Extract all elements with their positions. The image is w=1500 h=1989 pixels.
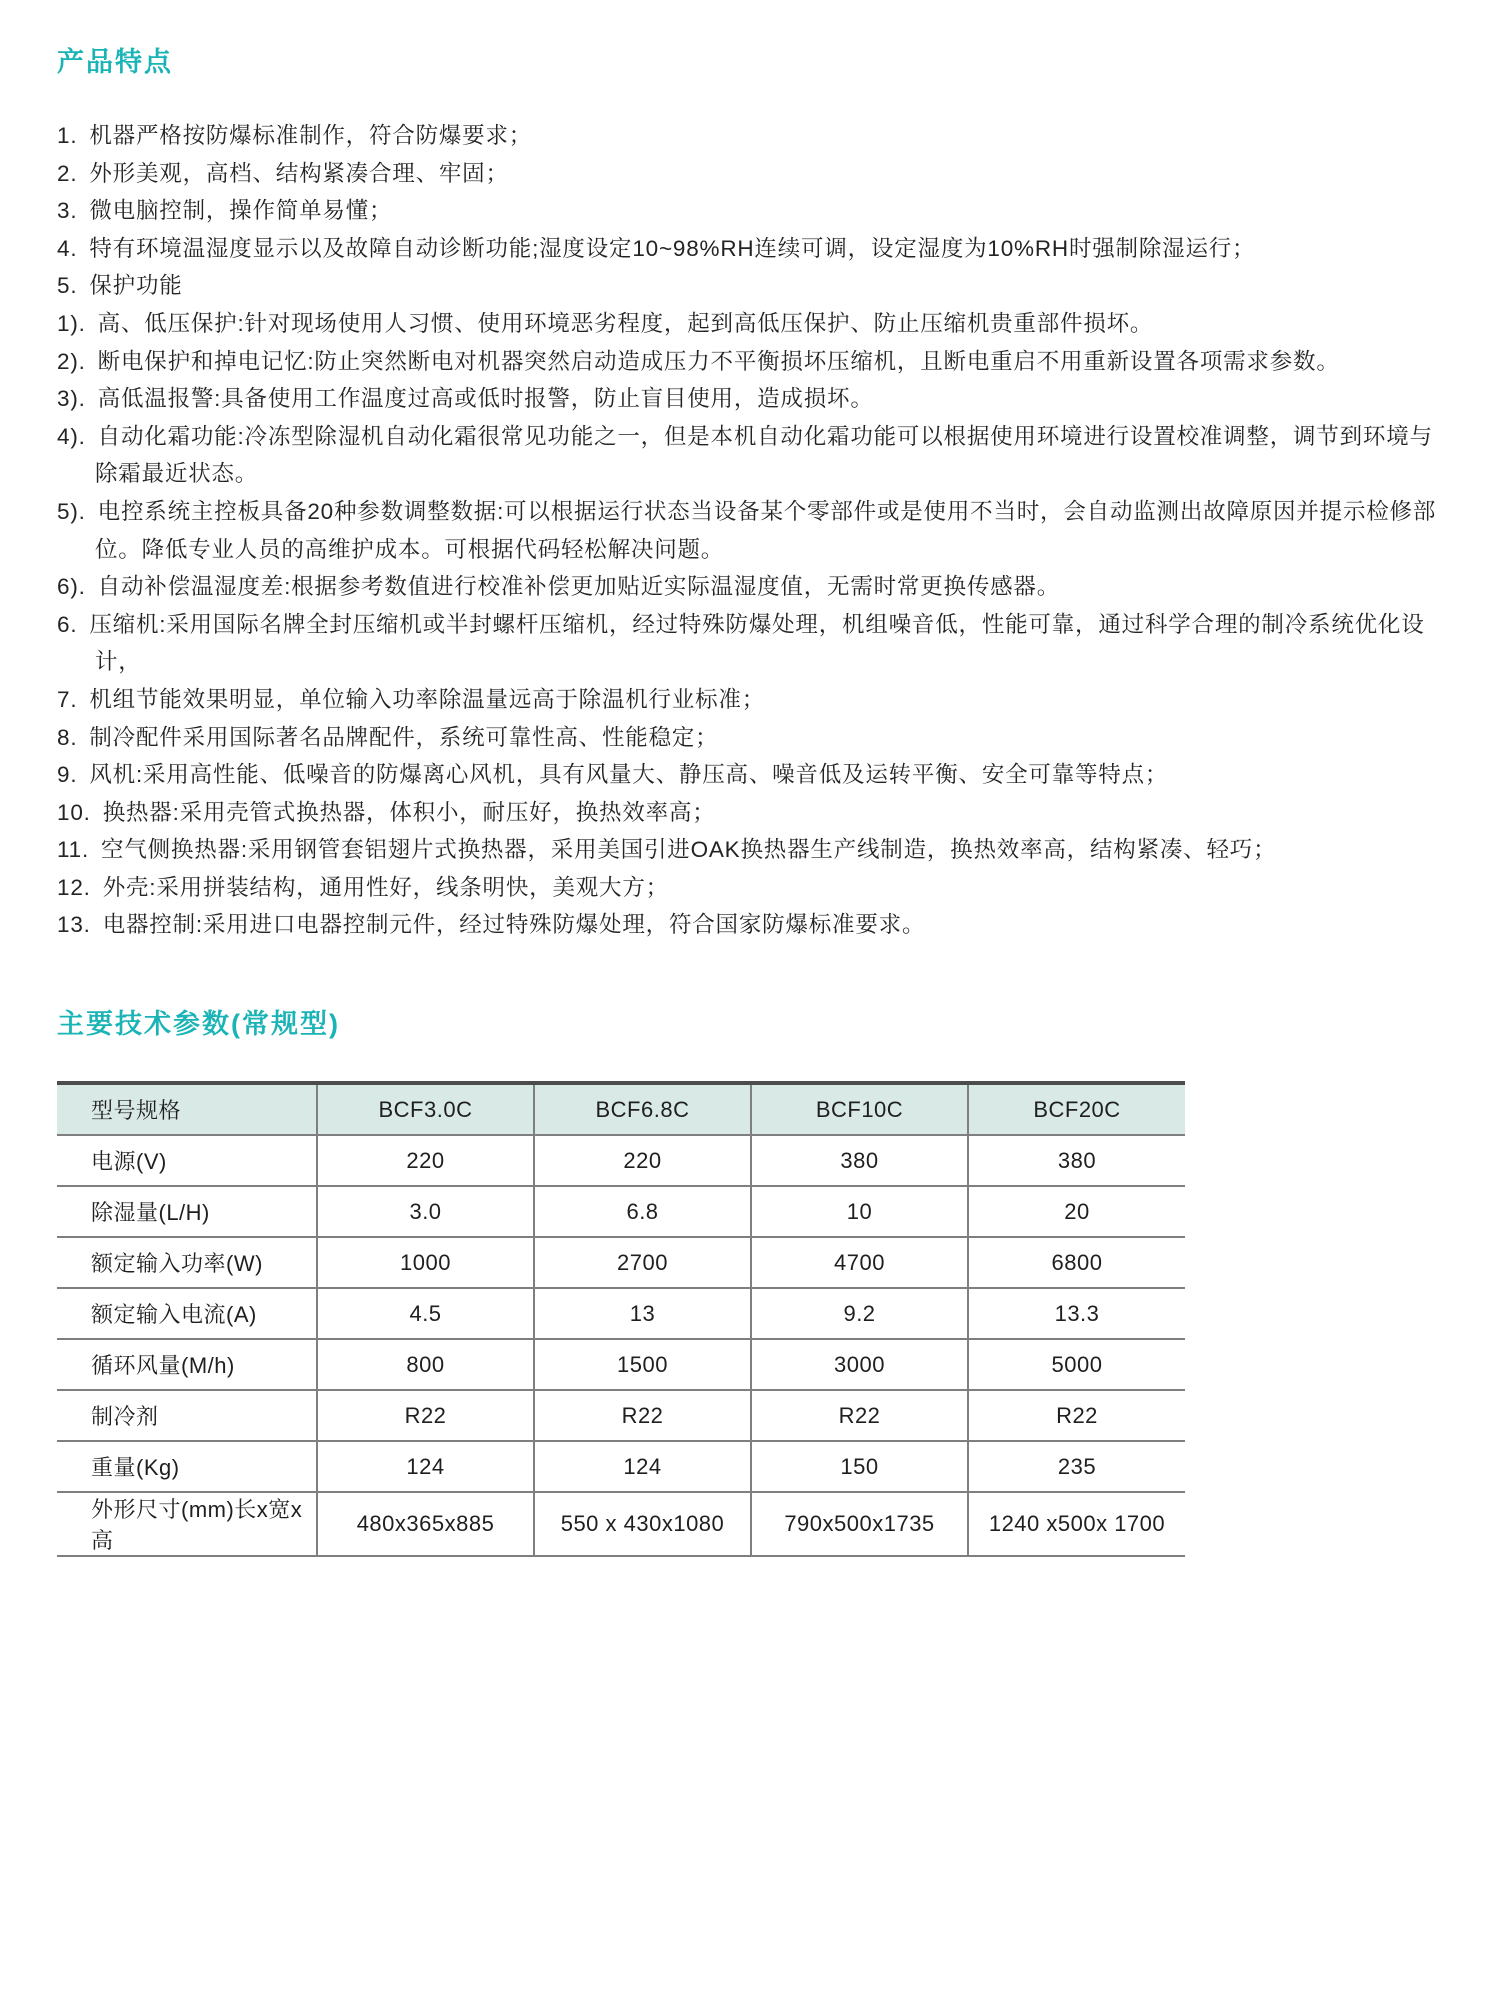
feature-item-marker: 4. — [57, 235, 78, 261]
specs-row-label: 制冷剂 — [57, 1390, 317, 1441]
specs-table-head — [57, 1083, 1185, 1135]
feature-item-marker: 4). — [57, 423, 86, 449]
specs-cell-value: R22 — [534, 1390, 751, 1441]
feature-item-text: 特有环境温湿度显示以及故障自动诊断功能;湿度设定10~98%RH连续可调，设定湿度为10%RH时强制除湿运行； — [89, 235, 1256, 261]
feature-list — [57, 117, 1445, 944]
specs-cell-value: 480x365x885 — [317, 1492, 534, 1556]
specs-cell-value: 1240 x500x 1700 — [968, 1492, 1185, 1556]
specs-cell-value: 235 — [968, 1441, 1185, 1492]
feature-item — [57, 493, 1445, 568]
feature-item — [57, 906, 1445, 944]
specs-cell-value: 5000 — [968, 1339, 1185, 1390]
specs-row-label: 额定输入电流(A) — [57, 1288, 317, 1339]
specs-cell-value: 220 — [317, 1135, 534, 1186]
feature-item-marker: 2). — [57, 348, 86, 374]
feature-item-marker: 6). — [57, 574, 86, 600]
feature-item — [57, 230, 1445, 268]
feature-item-marker: 11. — [57, 837, 90, 863]
specs-cell-value: 13.3 — [968, 1288, 1185, 1339]
features-section-title: 产品特点 — [57, 47, 173, 77]
specs-row-label: 重量(Kg) — [57, 1441, 317, 1492]
feature-item — [57, 794, 1445, 832]
feature-item — [57, 418, 1445, 493]
feature-item-text: 风机:采用高性能、低噪音的防爆离心风机，具有风量大、静压高、噪音低及运转平衡、安全可靠等特点； — [89, 762, 1169, 788]
feature-item-text: 外形美观，高档、结构紧凑合理、牢固； — [89, 160, 509, 186]
feature-item-marker: 3). — [57, 386, 86, 412]
specs-cell-value: 790x500x1735 — [751, 1492, 968, 1556]
feature-item — [57, 117, 1445, 155]
feature-item-text: 微电脑控制，操作简单易懂； — [89, 198, 393, 224]
specs-cell-value: 10 — [751, 1186, 968, 1237]
feature-item-text: 高低温报警:具备使用工作温度过高或低时报警，防止盲目使用，造成损坏。 — [97, 386, 874, 412]
specs-cell-value: 124 — [317, 1441, 534, 1492]
feature-item — [57, 719, 1445, 757]
specs-cell-value: 4700 — [751, 1237, 968, 1288]
feature-item-text: 空气侧换热器:采用钢管套铝翅片式换热器，采用美国引进OAK换热器生产线制造，换热效率高，结构紧凑、轻巧； — [101, 837, 1277, 863]
feature-item-marker: 10. — [57, 799, 91, 825]
feature-item-text: 制冷配件采用国际著名品牌配件，系统可靠性高、性能稳定； — [89, 724, 719, 750]
specs-cell-value: R22 — [751, 1390, 968, 1441]
specs-cell-value: 800 — [317, 1339, 534, 1390]
feature-item-marker: 7. — [57, 686, 78, 712]
feature-item — [57, 380, 1445, 418]
feature-item-marker: 1). — [57, 310, 86, 336]
specs-row-label: 电源(V) — [57, 1135, 317, 1186]
specs-cell-value: 150 — [751, 1441, 968, 1492]
feature-item — [57, 568, 1445, 606]
feature-item — [57, 192, 1445, 230]
specs-row — [57, 1441, 1185, 1492]
specs-header-model: BCF6.8C — [534, 1083, 751, 1135]
specs-header-model: BCF10C — [751, 1083, 968, 1135]
specs-table — [57, 1081, 1185, 1557]
specs-row — [57, 1135, 1185, 1186]
feature-item-marker: 13. — [57, 912, 91, 938]
feature-item — [57, 681, 1445, 719]
specs-cell-value: 6.8 — [534, 1186, 751, 1237]
feature-item — [57, 343, 1445, 381]
specs-header-label: 型号规格 — [57, 1083, 317, 1135]
feature-item-text: 断电保护和掉电记忆:防止突然断电对机器突然启动造成压力不平衡损坏压缩机，且断电重启不用重新设置各项需求参数。 — [97, 348, 1340, 374]
specs-row — [57, 1288, 1185, 1339]
feature-item-marker: 6. — [57, 611, 78, 637]
specs-cell-value: 4.5 — [317, 1288, 534, 1339]
feature-item — [57, 831, 1445, 869]
feature-item-text: 机组节能效果明显，单位输入功率除温量远高于除温机行业标准； — [89, 686, 766, 712]
feature-item-marker: 5. — [57, 273, 78, 299]
specs-header-row — [57, 1083, 1185, 1135]
feature-item-marker: 3. — [57, 198, 78, 224]
specs-cell-value: R22 — [317, 1390, 534, 1441]
feature-item — [57, 267, 1445, 305]
feature-item-text: 换热器:采用壳管式换热器，体积小，耐压好，换热效率高； — [102, 799, 716, 825]
specs-cell-value: 124 — [534, 1441, 751, 1492]
specs-cell-value: 3.0 — [317, 1186, 534, 1237]
specs-row-label: 除湿量(L/H) — [57, 1186, 317, 1237]
feature-item-marker: 8. — [57, 724, 78, 750]
feature-item — [57, 155, 1445, 193]
feature-item-marker: 1. — [57, 123, 78, 148]
feature-item-text: 高、低压保护:针对现场使用人习惯、使用环境恶劣程度，起到高低压保护、防止压缩机贵重部件损坏。 — [97, 310, 1154, 336]
feature-item-text: 电控系统主控板具备20种参数调整数据:可以根据运行状态当设备某个零部件或是使用不当时，会自动监测出故障原因并提示检修部位。降低专业人员的高维护成本。可根据代码轻松解决问题。 — [95, 498, 1437, 562]
specs-cell-value: 6800 — [968, 1237, 1185, 1288]
feature-item-text: 自动化霜功能:冷冻型除湿机自动化霜很常见功能之一，但是本机自动化霜功能可以根据使用环境进行设置校准调整，调节到环境与除霜最近状态。 — [95, 423, 1433, 487]
feature-item-marker: 9. — [57, 762, 78, 788]
specs-cell-value: 220 — [534, 1135, 751, 1186]
specs-cell-value: 3000 — [751, 1339, 968, 1390]
specs-table-body — [57, 1135, 1185, 1556]
specs-cell-value: R22 — [968, 1390, 1185, 1441]
specs-row — [57, 1339, 1185, 1390]
specs-cell-value: 550 x 430x1080 — [534, 1492, 751, 1556]
specs-header-model: BCF3.0C — [317, 1083, 534, 1135]
feature-item-text: 自动补偿温湿度差:根据参考数值进行校准补偿更加贴近实际温湿度值，无需时常更换传感器。 — [97, 574, 1061, 600]
specs-row-label: 外形尺寸(mm)长x宽x高 — [57, 1492, 317, 1556]
specs-row — [57, 1492, 1185, 1556]
specs-cell-value: 380 — [751, 1135, 968, 1186]
feature-item-marker: 2. — [57, 160, 78, 186]
specs-row-label: 额定输入功率(W) — [57, 1237, 317, 1288]
specs-row — [57, 1390, 1185, 1441]
feature-item-text: 保护功能 — [89, 273, 183, 299]
specs-cell-value: 9.2 — [751, 1288, 968, 1339]
feature-item — [57, 756, 1445, 794]
specs-header-model: BCF20C — [968, 1083, 1185, 1135]
feature-item-marker: 5). — [57, 498, 86, 524]
specs-row — [57, 1237, 1185, 1288]
feature-item — [57, 305, 1445, 343]
specs-cell-value: 20 — [968, 1186, 1185, 1237]
specs-row-label: 循环风量(M/h) — [57, 1339, 317, 1390]
feature-item-text: 外壳:采用拼装结构，通用性好，线条明快，美观大方； — [102, 874, 669, 900]
specs-row — [57, 1186, 1185, 1237]
specs-cell-value: 1500 — [534, 1339, 751, 1390]
feature-item — [57, 606, 1445, 681]
specs-cell-value: 2700 — [534, 1237, 751, 1288]
specs-cell-value: 13 — [534, 1288, 751, 1339]
specs-cell-value: 380 — [968, 1135, 1185, 1186]
specs-section-title: 主要技术参数(常规型) — [57, 1009, 340, 1040]
feature-item-text: 电器控制:采用进口电器控制元件，经过特殊防爆处理，符合国家防爆标准要求。 — [102, 912, 926, 938]
specs-cell-value: 1000 — [317, 1237, 534, 1288]
feature-item-marker: 12. — [57, 874, 91, 900]
feature-item-text: 机器严格按防爆标准制作，符合防爆要求； — [89, 123, 533, 148]
feature-item-text: 压缩机:采用国际名牌全封压缩机或半封螺杆压缩机，经过特殊防爆处理，机组噪音低，性能可靠，通过科学合理的制冷系统优化设计， — [89, 611, 1425, 675]
feature-item — [57, 869, 1445, 907]
